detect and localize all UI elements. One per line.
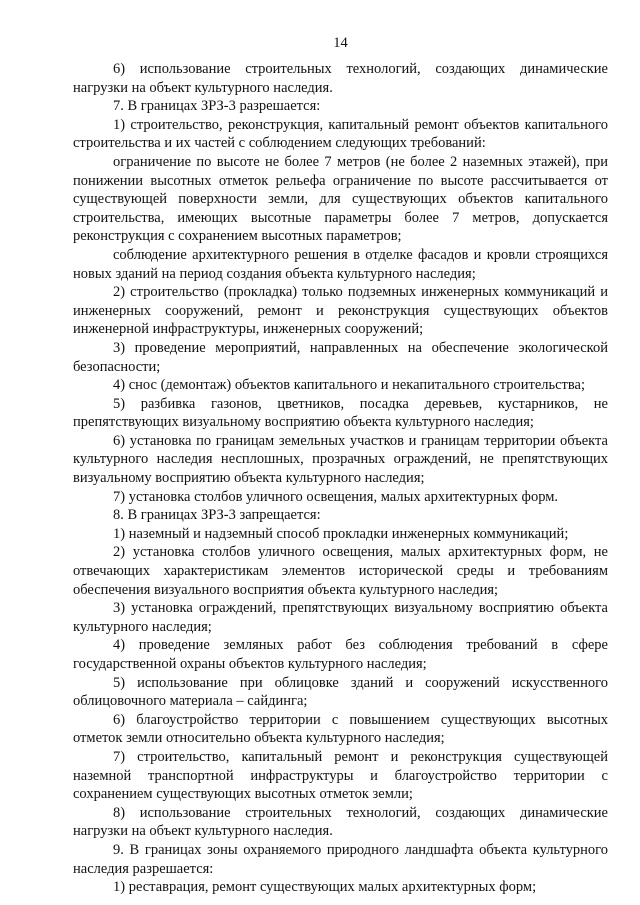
paragraph: 6) использование строительных технологий, создающих динамические нагрузки на объект культурного наследия. [73, 61, 608, 96]
paragraph: 3) проведение мероприятий, направленных на обеспечение экологической безопасности; [73, 339, 608, 375]
paragraph: 4) снос (демонтаж) объектов капитального и некапитального строительства; [113, 377, 586, 394]
paragraph: 1) реставрация, ремонт существующих малых архитектурных форм; [113, 879, 537, 896]
paragraph: 7) строительство, капитальный ремонт и реконструкция существующей наземной транспортной инфраструктуры и благоустройство территории с сохранением существующих высотных отметок земли; [73, 748, 608, 803]
paragraph: 8. В границах ЗРЗ-3 запрещается: [113, 507, 321, 524]
paragraph: 6) благоустройство территории с повышением существующих высотных отметок земли относительно объекта культурного наследия; [73, 711, 608, 747]
paragraph: 5) использование при облицовке зданий и сооружений искусственного облицовочного материала – сайдинга; [73, 674, 608, 710]
paragraph: ограничение по высоте не более 7 метров (не более 2 наземных этажей), при понижении высотных отметок рельефа ограничение по высоте рассчитывается от существующей поверхности земли, для существующих объектов капитального строительства, имеющих высотные параметры более 7 метров, допускается реконструкция с сохранением высотных параметров; [73, 153, 608, 245]
paragraph: 6) установка по границам земельных участков и границам территории объекта культурного наследия несплошных, прозрачных ограждений, не препятствующих визуальному восприятию объекта культурного наследия; [73, 432, 608, 487]
paragraph: 3) установка ограждений, препятствующих визуальному восприятию объекта культурного наследия; [73, 600, 608, 635]
paragraph: соблюдение архитектурного решения в отделке фасадов и кровли строящихся новых зданий на период создания объекта культурного наследия; [73, 246, 608, 282]
paragraph: 2) строительство (прокладка) только подземных инженерных коммуникаций и инженерных сооружений, ремонт и реконструкция существующих объектов инженерной инфраструктуры, инженерных сооружений; [73, 284, 608, 338]
paragraph: 7. В границах ЗРЗ-3 разрешается: [113, 98, 321, 115]
paragraph: 7) установка столбов уличного освещения, малых архитектурных форм. [113, 488, 559, 505]
paragraph: 5) разбивка газонов, цветников, посадка деревьев, кустарников, не препятствующих визуальному восприятию объекта культурного наследия; [73, 395, 608, 431]
paragraph: 4) проведение земляных работ без соблюдения требований в сфере государственной охраны объектов культурного наследия; [73, 637, 608, 672]
paragraph: 8) использование строительных технологий, создающих динамические нагрузки на объект культурного наследия. [73, 804, 608, 840]
document-body [73, 60, 608, 897]
page-number: 14 [333, 35, 348, 51]
paragraph: 2) установка столбов уличного освещения, малых архитектурных форм, не отвечающих характеристикам элементов исторической среды и требованиям обеспечения визуального восприятия объекта культурного наследия; [73, 544, 608, 598]
paragraph: 1) наземный и надземный способ прокладки инженерных коммуникаций; [113, 525, 569, 542]
paragraph: 9. В границах зоны охраняемого природного ландшафта объекта культурного наследия разрешается: [73, 841, 608, 877]
paragraph: 1) строительство, реконструкция, капитальный ремонт объектов капитального строительства и их частей с соблюдением следующих требований: [73, 116, 608, 152]
